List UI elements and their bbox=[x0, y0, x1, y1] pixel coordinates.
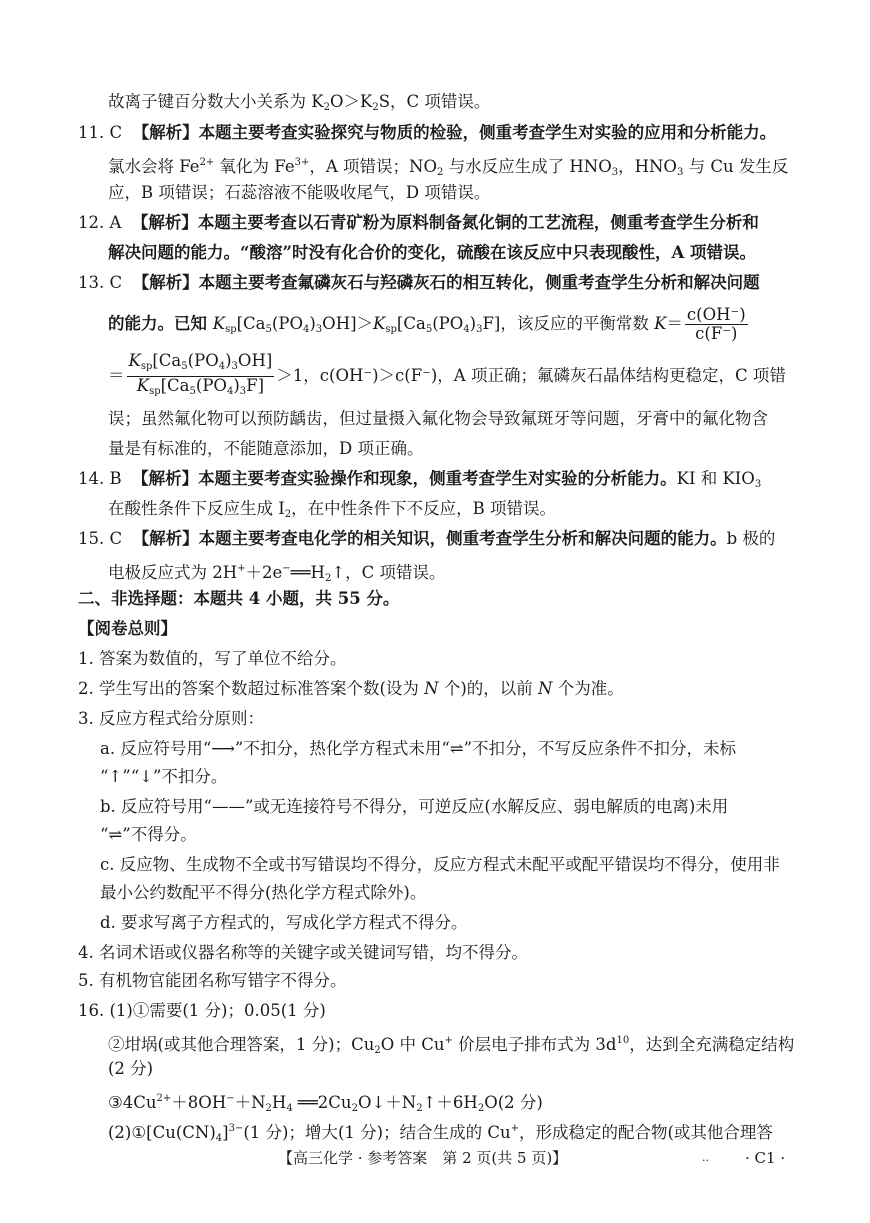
question-16-line: 16. (1)①需要(1 分)；0.05(1 分) bbox=[78, 1001, 326, 1020]
rule-item: 5. 有机物官能团名称写错字不得分。 bbox=[78, 971, 347, 990]
question-13-header: 13. C 【解析】本题主要考查氟磷灰石与羟磷灰石的相互转化，侧重考查学生分析和解决问题 bbox=[78, 273, 760, 292]
footer-code: · C1 · bbox=[745, 1149, 786, 1167]
question-14-header: 14. B 【解析】本题主要考查实验操作和现象，侧重考查学生对实验的分析能力。KI 和 $KIO_3$ bbox=[78, 469, 762, 490]
fraction: $\frac{K_{sp}[Ca_5(PO_4)_3OH]}{K_{sp}[Ca_5(PO_4)_3F]}$ bbox=[128, 351, 273, 397]
question-11-line: 应，B 项错误；石蕊溶液不能吸收尾气，D 项错误。 bbox=[108, 183, 491, 202]
rule-subitem: “⇌”不得分。 bbox=[100, 825, 197, 844]
section-title: 二、非选择题：本题共 4 小题，共 55 分。 bbox=[78, 589, 400, 608]
question-13-line: ＝ $\frac{K_{sp}[Ca_5(PO_4)_3OH]}{K_{sp}[Ca_5(PO_4)_3F]}$ ＞1，c(OH⁻)＞c(F⁻)，A 项正确；氟磷灰石晶体结构更稳定，C 项错 bbox=[108, 352, 786, 401]
question-13-line: 量是有标准的，不能随意添加，D 项正确。 bbox=[108, 439, 424, 458]
question-11-header: 11. C 【解析】本题主要考查实验探究与物质的检验，侧重考查学生对实验的应用和分析能力。 bbox=[78, 123, 777, 142]
question-14-line: 在酸性条件下反应生成 $I_2$，在中性条件下不反应，B 项错误。 bbox=[108, 499, 557, 520]
rule-item: 1. 答案为数值的，写了单位不给分。 bbox=[78, 649, 347, 668]
question-15-header: 15. C 【解析】本题主要考查电化学的相关知识，侧重考查学生分析和解决问题的能力。b 极的 bbox=[78, 529, 776, 548]
question-16-line: (2 分) bbox=[108, 1059, 154, 1078]
footer-mark: .. bbox=[702, 1151, 709, 1164]
question-15-line: 电极反应式为 $2H^++2e^-══H_2↑$，C 项错误。 bbox=[108, 563, 446, 584]
rule-subitem: b. 反应符号用“——”或无连接符号不得分，可逆反应(水解反应、弱电解质的电离)未用 bbox=[100, 797, 729, 816]
page-footer: 【高三化学 · 参考答案 第 2 页(共 5 页)】 bbox=[278, 1149, 568, 1167]
fraction: $\frac{c(OH^-)}{c(F^-)}$ bbox=[686, 305, 746, 343]
rule-subitem: 最小公约数配平不得分(热化学方程式除外)。 bbox=[100, 883, 427, 902]
question-16-line: ②坩埚(或其他合理答案，1 分)；$Cu_2O$ 中 Cu+ 价层电子排布式为 $3d^{10}$，达到全充满稳定结构 bbox=[108, 1035, 795, 1056]
question-16-line: $③4Cu^{2+}+8OH^-+N_2H_4$ $══2Cu_2O↓+N_2↑+6H_2O(2$ 分) bbox=[108, 1093, 543, 1114]
rule-subitem: d. 要求写离子方程式的，写成化学方程式不得分。 bbox=[100, 913, 468, 932]
rule-subitem: a. 反应符号用“⟶”不扣分，热化学方程式未用“⇌”不扣分，不写反应条件不扣分，未标 bbox=[100, 739, 737, 758]
rules-heading: 【阅卷总则】 bbox=[78, 619, 177, 638]
question-13-line: 误；虽然氟化物可以预防龋齿，但过量摄入氟化物会导致氟斑牙等问题，牙膏中的氟化物含 bbox=[108, 409, 768, 428]
rule-item: 4. 名词术语或仪器名称等的关键字或关键词写错，均不得分。 bbox=[78, 943, 528, 962]
question-11-line: 氯水会将 $Fe^{2+}$ 氧化为 $Fe^{3+}$，A 项错误；$NO_2$ 与水反应生成了 $HNO_3$，$HNO_3$ 与 Cu 发生反 bbox=[108, 157, 789, 178]
rule-item: 2. 学生写出的答案个数超过标准答案个数(设为 N 个)的，以前 N 个为准。 bbox=[78, 679, 624, 698]
rule-subitem: “↑”“↓”不扣分。 bbox=[100, 767, 228, 786]
text-line: 故离子键百分数大小关系为 $K_2O>K_2S$，C 项错误。 bbox=[108, 92, 491, 113]
rule-subitem: c. 反应物、生成物不全或书写错误均不得分，反应方程式未配平或配平错误均不得分，使用非 bbox=[100, 855, 780, 874]
rule-item: 3. 反应方程式给分原则： bbox=[78, 709, 264, 728]
question-16-line: $(2)①[Cu(CN)_4]^{3-}(1$ 分)；增大(1 分)；结合生成的 Cu+，形成稳定的配合物(或其他合理答 bbox=[108, 1123, 773, 1144]
question-12-header: 12. A 【解析】本题主要考查以石青矿粉为原料制备氮化铜的工艺流程，侧重考查学生分析和 bbox=[78, 213, 759, 232]
question-13-line: 的能力。已知 $K_{sp}[Ca_5(PO_4)_3OH]>K_{sp}[Ca_5(PO_4)_3F]$，该反应的平衡常数 K＝ $\frac{c(OH^-)}{c(F^-)}$ bbox=[108, 305, 746, 343]
question-12-line: 解决问题的能力。“酸溶”时没有化合价的变化，硫酸在该反应中只表现酸性，A 项错误。 bbox=[108, 243, 757, 262]
